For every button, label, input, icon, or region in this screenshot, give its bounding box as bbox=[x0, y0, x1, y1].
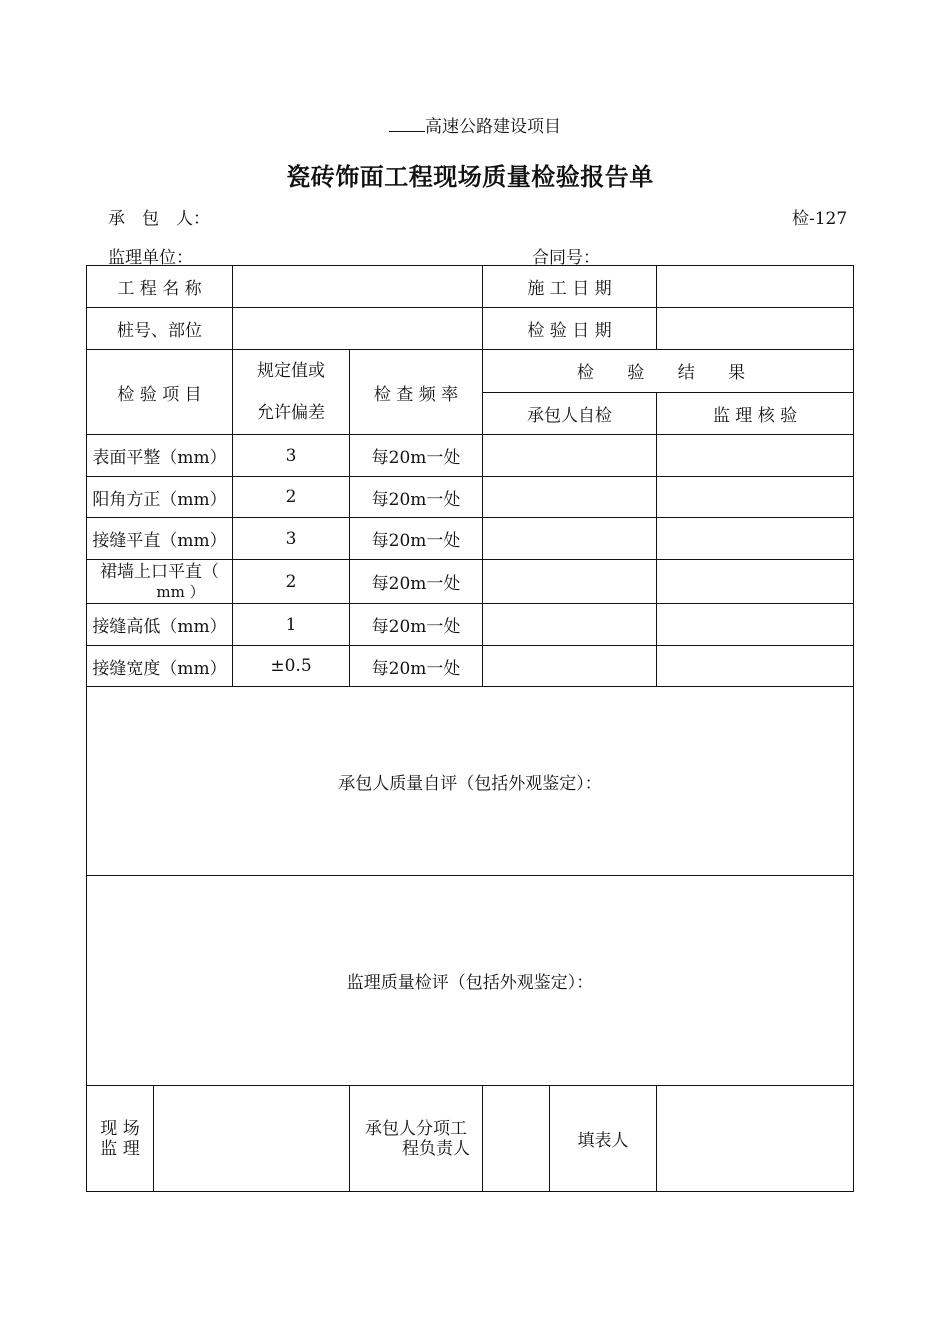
contractor-lead-label bbox=[350, 1086, 483, 1192]
inspection-table bbox=[86, 265, 854, 1192]
lead-label-line2: 程负责人 bbox=[402, 1138, 470, 1159]
page-title: 瓷砖饰面工程现场质量检验报告单 bbox=[286, 163, 654, 191]
project-name-label: 工 程 名 称 bbox=[87, 266, 233, 308]
subtitle-text: 高速公路建设项目 bbox=[425, 117, 561, 137]
supervision-cell[interactable] bbox=[657, 646, 854, 687]
contractor-lead-signature[interactable] bbox=[483, 1086, 550, 1192]
spec-value-header bbox=[233, 350, 350, 435]
self-check-cell[interactable] bbox=[483, 604, 657, 646]
construction-date-label: 施 工 日 期 bbox=[483, 266, 657, 308]
spec-cell: ±0.5 bbox=[233, 646, 350, 687]
spec-cell: 3 bbox=[233, 435, 350, 477]
supervisor-unit-label: 监理单位： bbox=[108, 248, 193, 268]
spec-cell: 2 bbox=[233, 560, 350, 604]
supervisor-evaluation-label: 监理质量检评（包括外观鉴定）： bbox=[346, 973, 594, 993]
site-label-line2: 监 理 bbox=[100, 1138, 140, 1159]
contractor-evaluation-label: 承包人质量自评（包括外观鉴定）： bbox=[338, 773, 602, 794]
construction-date-field[interactable] bbox=[657, 266, 854, 308]
inspection-result-header: 检 验 结 果 bbox=[483, 350, 854, 393]
supervisor-evaluation-box[interactable] bbox=[87, 876, 854, 1086]
spec-header-line2: 允许偏差 bbox=[257, 403, 325, 423]
table-row bbox=[87, 435, 854, 477]
item-cell: 阳角方正（mm） bbox=[87, 477, 233, 518]
contractor-evaluation-box[interactable] bbox=[87, 687, 854, 876]
item-cell: 表面平整（mm） bbox=[87, 435, 233, 477]
frequency-cell: 每20m一处 bbox=[350, 477, 483, 518]
contractor-label: 承 包 人： bbox=[108, 209, 210, 229]
frequency-header: 检 查 频 率 bbox=[350, 350, 483, 435]
frequency-cell: 每20m一处 bbox=[350, 518, 483, 560]
supervision-cell[interactable] bbox=[657, 477, 854, 518]
project-name-field[interactable] bbox=[233, 266, 483, 308]
project-name-blank bbox=[389, 117, 425, 132]
frequency-cell: 每20m一处 bbox=[350, 435, 483, 477]
spec-cell: 2 bbox=[233, 477, 350, 518]
table-row bbox=[87, 646, 854, 687]
inspection-date-label: 检 验 日 期 bbox=[483, 308, 657, 350]
item-cell bbox=[87, 560, 233, 604]
supervision-check-header: 监 理 核 验 bbox=[657, 392, 854, 435]
supervision-cell[interactable] bbox=[657, 518, 854, 560]
item-cell: 接缝平直（mm） bbox=[87, 518, 233, 560]
supervision-cell[interactable] bbox=[657, 435, 854, 477]
project-subtitle bbox=[0, 112, 950, 137]
self-check-cell[interactable] bbox=[483, 477, 657, 518]
self-check-cell[interactable] bbox=[483, 435, 657, 477]
spec-header-line1: 规定值或 bbox=[257, 361, 325, 381]
table-row bbox=[87, 518, 854, 560]
item-line2: mm ） bbox=[156, 582, 205, 601]
site-supervisor-signature[interactable] bbox=[154, 1086, 350, 1192]
table-row bbox=[87, 477, 854, 518]
supervision-cell[interactable] bbox=[657, 560, 854, 604]
table-row bbox=[87, 604, 854, 646]
item-cell: 接缝高低（mm） bbox=[87, 604, 233, 646]
site-supervisor-label bbox=[87, 1086, 154, 1192]
self-check-cell[interactable] bbox=[483, 518, 657, 560]
frequency-cell: 每20m一处 bbox=[350, 560, 483, 604]
site-label-line1: 现 场 bbox=[100, 1118, 140, 1139]
spec-cell: 3 bbox=[233, 518, 350, 560]
table-row bbox=[87, 560, 854, 604]
inspection-item-header: 检 验 项 目 bbox=[87, 350, 233, 435]
self-check-header: 承包人自检 bbox=[483, 392, 657, 435]
form-code: 检-127 bbox=[792, 209, 848, 229]
station-location-label: 桩号、部位 bbox=[87, 308, 233, 350]
supervision-cell[interactable] bbox=[657, 604, 854, 646]
contract-number-label: 合同号： bbox=[532, 248, 600, 268]
form-filler-signature[interactable] bbox=[657, 1086, 854, 1192]
frequency-cell: 每20m一处 bbox=[350, 646, 483, 687]
item-line1: 裙墙上口平直（ bbox=[100, 561, 219, 582]
form-filler-label: 填表人 bbox=[550, 1086, 657, 1192]
inspection-date-field[interactable] bbox=[657, 308, 854, 350]
self-check-cell[interactable] bbox=[483, 560, 657, 604]
frequency-cell: 每20m一处 bbox=[350, 604, 483, 646]
spec-cell: 1 bbox=[233, 604, 350, 646]
self-check-cell[interactable] bbox=[483, 646, 657, 687]
lead-label-line1: 承包人分项工 bbox=[365, 1118, 467, 1139]
item-cell: 接缝宽度（mm） bbox=[87, 646, 233, 687]
station-location-field[interactable] bbox=[233, 308, 483, 350]
